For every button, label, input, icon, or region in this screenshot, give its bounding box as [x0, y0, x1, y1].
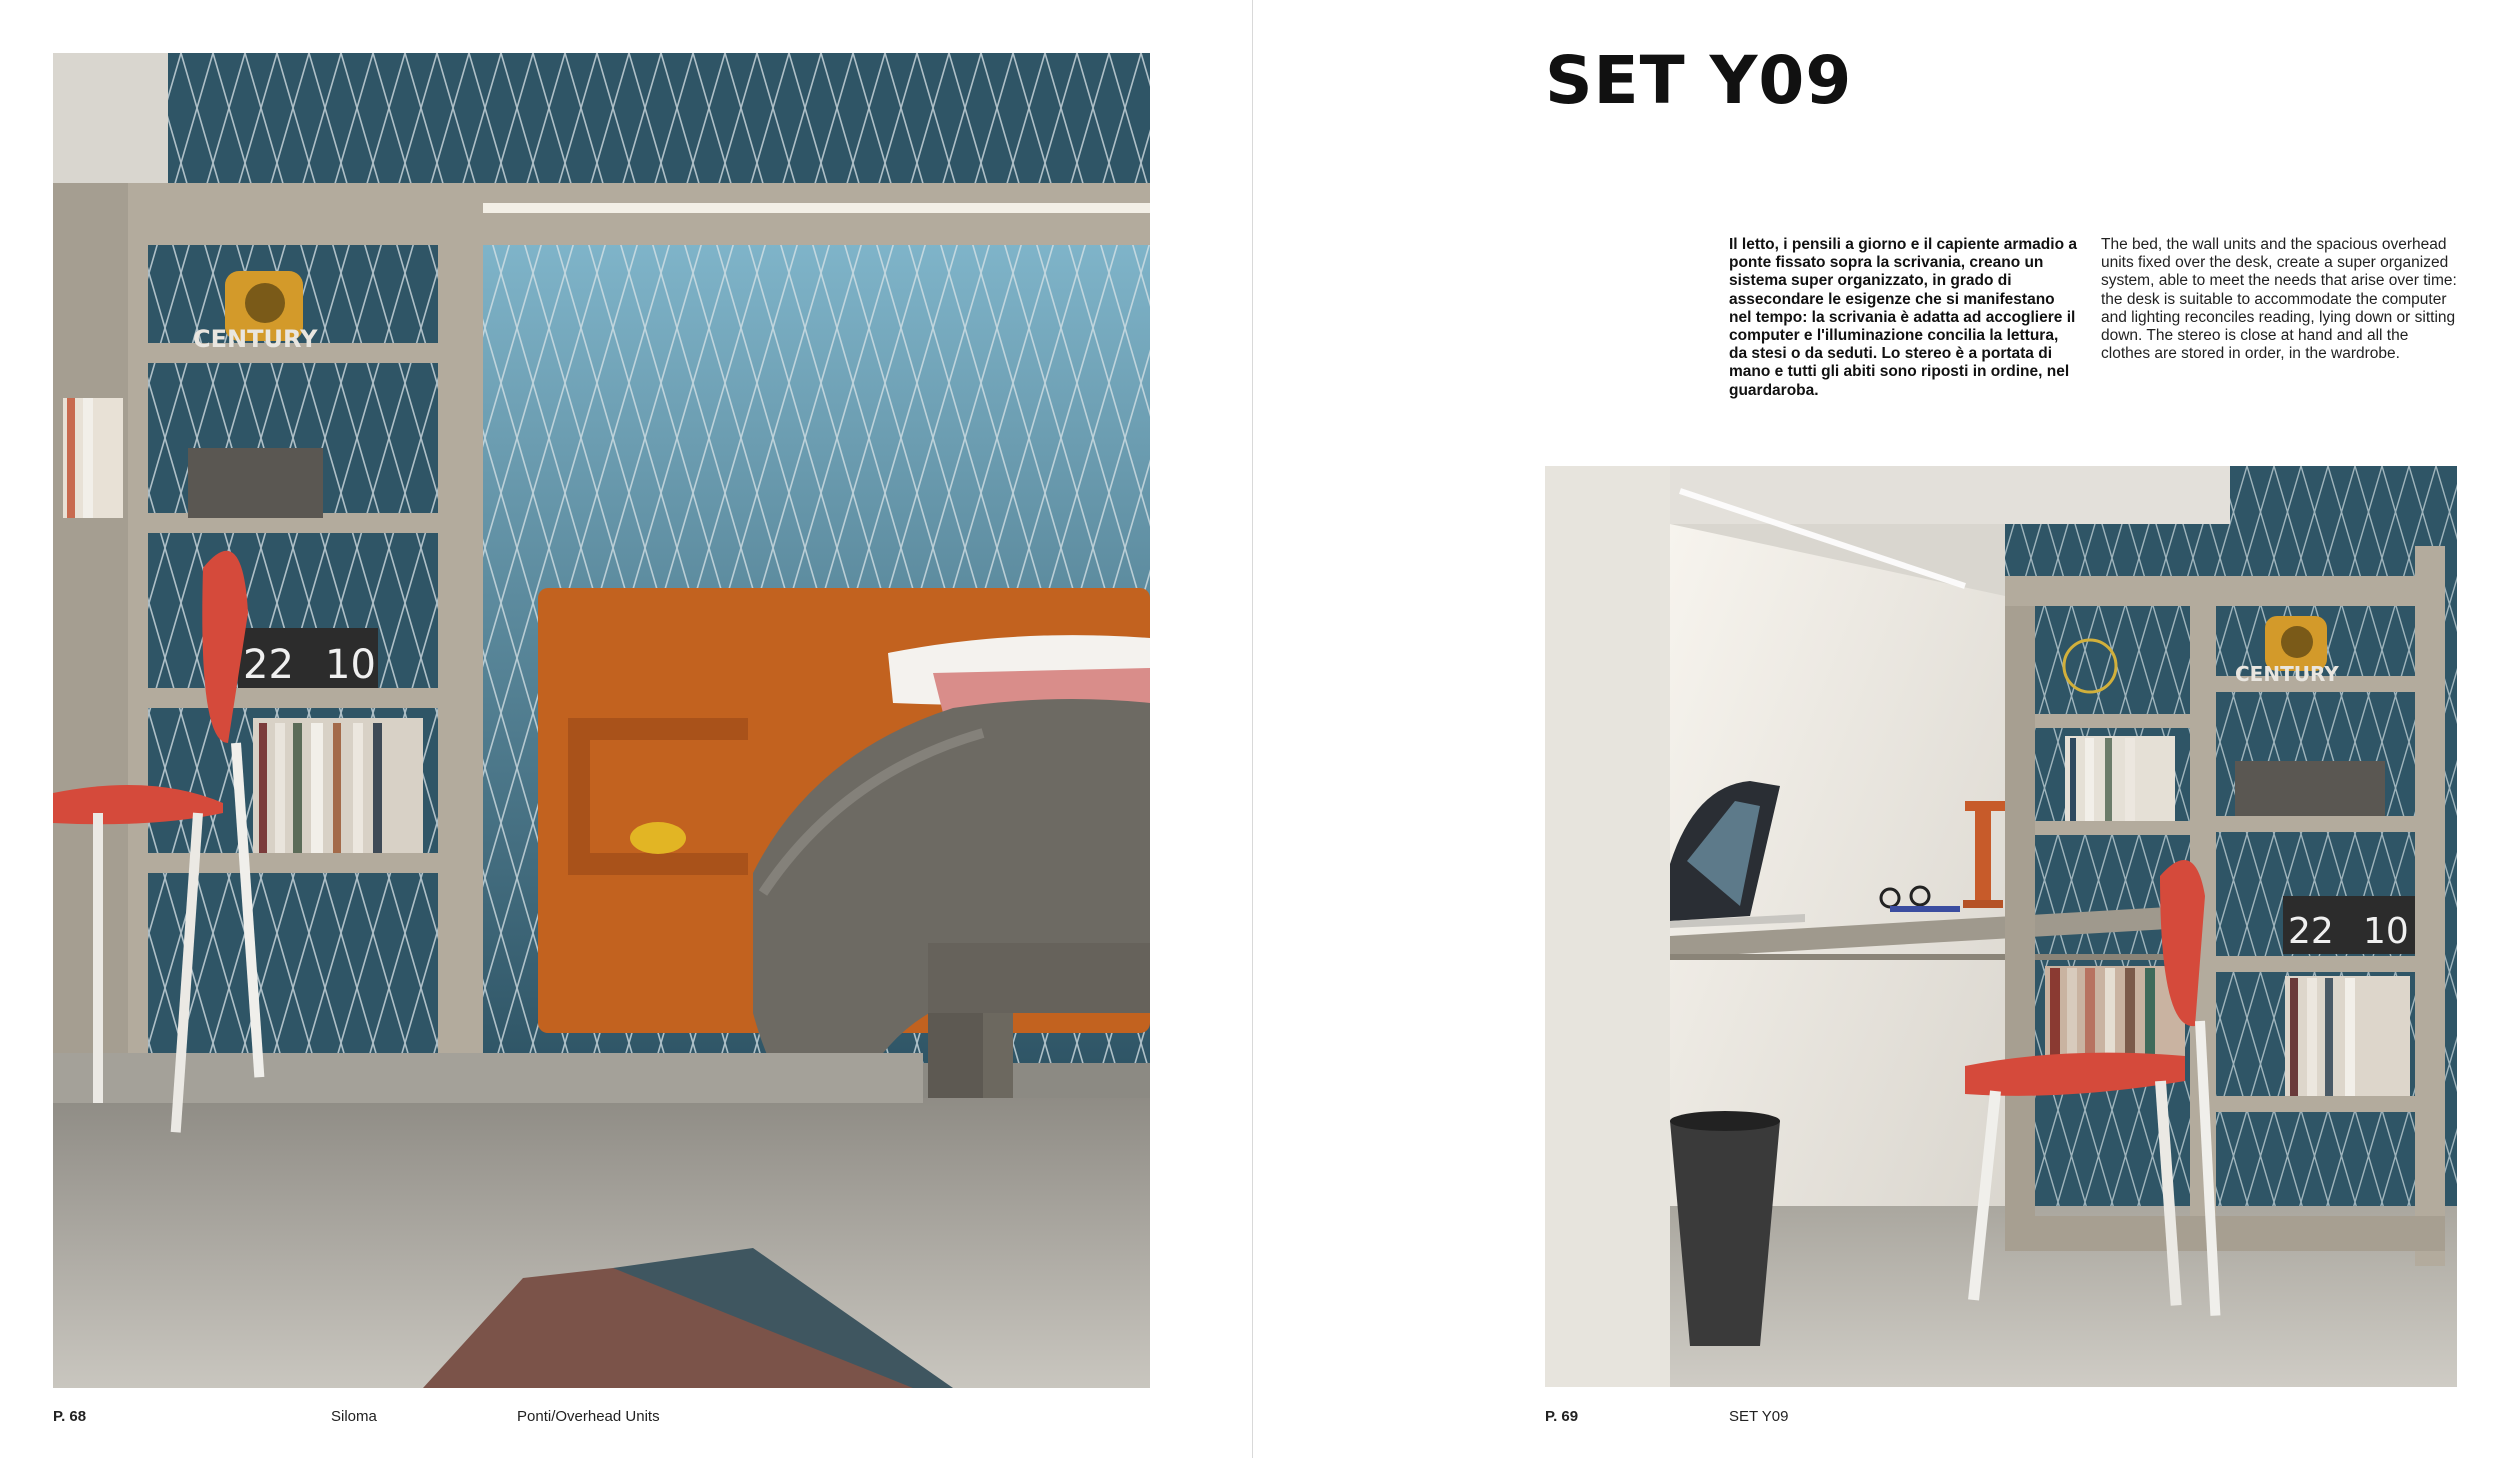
- speaker-label: CENTURY: [193, 325, 318, 353]
- desk-photo: [1545, 466, 2457, 1387]
- description-italian: Il letto, i pensili a giorno e il capiente armadio a ponte fissato sopra la scrivania, creano un sistema super organizzato, in grado di assecondare le esigenze che si manifestano nel tempo: la scrivania è adatta ad accogliere il computer e l'illuminazione concilia la lettura, da stesi o da seduti. Lo stereo è a portata di mano e tutti gli abiti sono riposti in ordine, nel guardaroba.: [1729, 236, 2077, 399]
- right-page: [1253, 0, 2500, 1458]
- clock-minutes: 10: [325, 642, 376, 688]
- page-number: P. 68: [53, 1408, 87, 1425]
- clock-hours: 22: [2288, 911, 2334, 952]
- description-english: The bed, the wall units and the spacious overhead units fixed over the desk, create a super organized system, able to meet the needs that arise over time: the desk is suitable to accommodate the computer and lighting reconciles reading, lying down or sitting down. The stereo is close at hand and all the clothes are stored in order, in the wardrobe.: [2101, 236, 2457, 363]
- page-title: SET Y09: [1545, 42, 1853, 119]
- section-category: Ponti/Overhead Units: [517, 1408, 660, 1425]
- page-number: P. 69: [1545, 1408, 1579, 1425]
- clock-minutes: 10: [2363, 911, 2409, 952]
- speaker-label: CENTURY: [2235, 662, 2339, 686]
- clock-hours: 22: [243, 642, 294, 688]
- set-name: SET Y09: [1729, 1408, 1789, 1425]
- collection-name: Siloma: [331, 1408, 377, 1425]
- bedroom-photo: [53, 53, 1150, 1388]
